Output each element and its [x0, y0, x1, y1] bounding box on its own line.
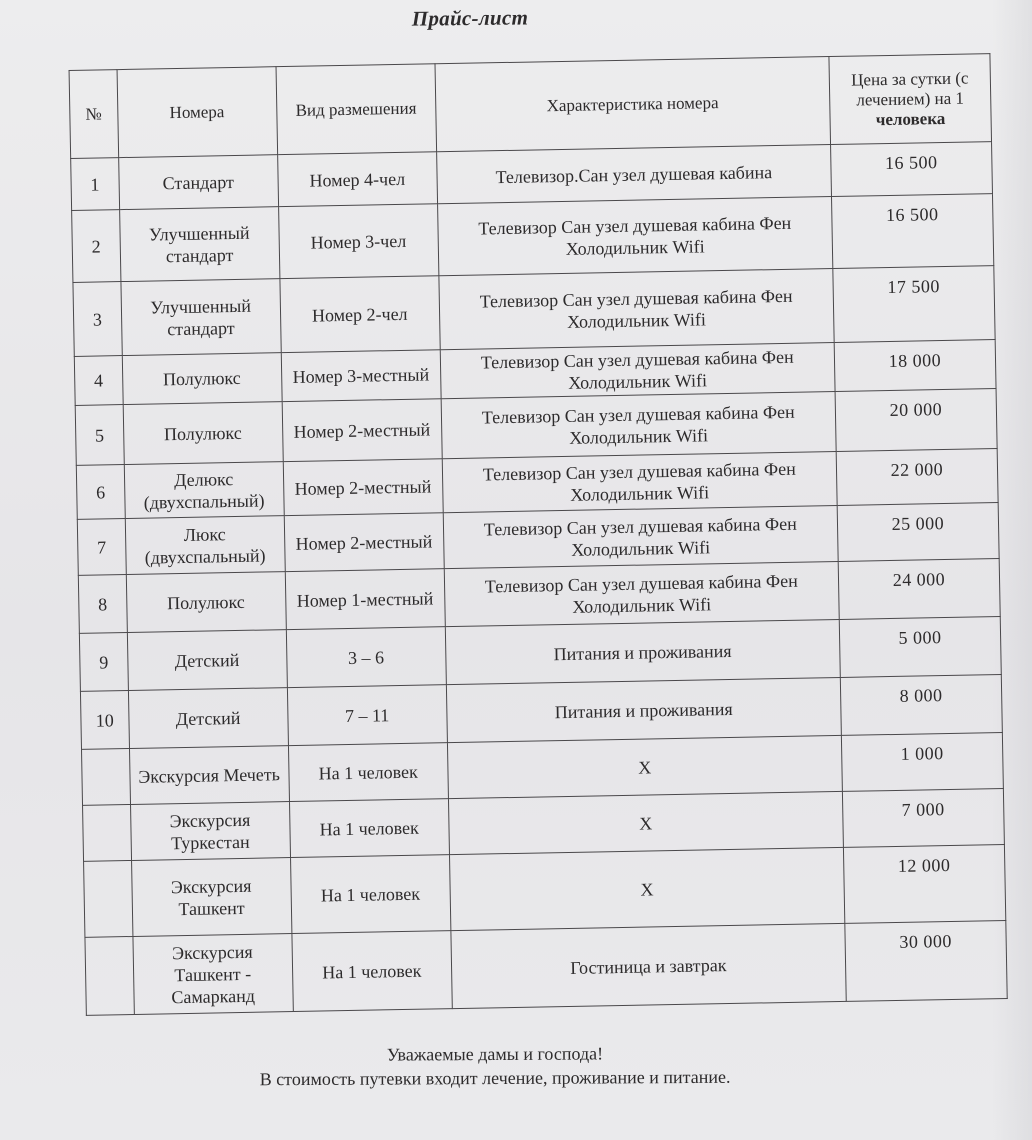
row-price: 5 000: [839, 617, 1001, 678]
row-price: 20 000: [835, 389, 997, 452]
row-price: 24 000: [838, 559, 1000, 620]
price-table-wrapper: [68, 23, 1018, 1016]
row-type: Номер 4-чел: [277, 152, 437, 207]
footer-included: В стоимость путевки входит лечение, проживание и питание.: [259, 1066, 731, 1090]
row-num: 9: [79, 633, 128, 692]
table-header-row: [69, 54, 991, 159]
price-table: [69, 53, 1008, 1016]
row-price: 7 000: [842, 788, 1004, 847]
row-price: 8 000: [840, 675, 1002, 736]
row-room: Экскурсия Мечеть: [129, 746, 289, 805]
row-description: Телевизор Сан узел душевая кабина Фен Холодильник Wifi: [443, 505, 838, 568]
row-room: Детский: [128, 688, 288, 749]
header-type: Вид размешения: [276, 64, 437, 155]
row-type: На 1 человек: [292, 931, 452, 1012]
row-room: Полулюкс: [126, 572, 286, 633]
footer-note: [0, 1039, 990, 1092]
row-description: Телевизор Сан узел душевая кабина Фен Холодильник Wifi: [442, 451, 837, 512]
row-room: Полулюкс: [123, 402, 283, 465]
row-type: Номер 2-местный: [283, 459, 443, 516]
row-type: Номер 1-местный: [285, 569, 445, 630]
row-description: Телевизор Сан узел душевая кабина Фен Холодильник Wifi: [441, 392, 836, 459]
row-num: 10: [80, 691, 129, 750]
row-description: Питания и проживания: [445, 619, 840, 684]
header-price: [829, 54, 992, 145]
row-num: 6: [76, 465, 125, 520]
header-price-text: Цена за сутки (с лечением) на 1: [850, 68, 969, 110]
row-num: 4: [74, 356, 122, 406]
row-type: На 1 человек: [289, 799, 449, 858]
row-room: Полулюкс: [122, 353, 282, 405]
row-price: 12 000: [843, 844, 1006, 923]
page-title: Прайс-лист: [411, 5, 529, 31]
price-table-body: [71, 142, 1008, 1016]
table-row: [85, 920, 1007, 1015]
header-num: №: [69, 70, 118, 159]
row-description: Телевизор Сан узел душевая кабина Фен Холодильник Wifi: [437, 197, 832, 276]
row-type: 3 – 6: [286, 627, 446, 688]
row-num: 3: [73, 282, 122, 357]
row-type: 7 – 11: [287, 685, 447, 746]
row-price: 18 000: [834, 340, 996, 392]
row-room: Стандарт: [118, 155, 278, 210]
row-type: Номер 3-чел: [278, 204, 438, 279]
row-num: [84, 860, 133, 937]
row-description: Телевизор Сан узел душевая кабина Фен Холодильник Wifi: [439, 269, 834, 350]
row-type: На 1 человек: [290, 855, 450, 934]
row-num: 2: [72, 210, 121, 283]
row-num: [82, 748, 131, 805]
row-num: 1: [71, 158, 120, 211]
row-description: Питания и проживания: [446, 677, 841, 742]
row-num: 7: [77, 519, 126, 576]
row-num: [83, 804, 132, 861]
row-description: Телевизор Сан узел душевая кабина Фен Холодильник Wifi: [440, 343, 835, 399]
header-description: Характеристика номера: [435, 57, 831, 152]
header-room: Номера: [117, 67, 278, 158]
row-description: Х: [449, 847, 844, 930]
row-description: Х: [447, 735, 842, 798]
row-price: 16 500: [830, 142, 992, 197]
row-room: Улучшенный стандарт: [119, 207, 279, 282]
row-room: Экскурсия Ташкент: [131, 858, 291, 937]
row-type: На 1 человек: [288, 743, 448, 802]
row-room: Делюкс (двухспальный): [124, 462, 284, 519]
row-description: Телевизор.Сан узел душевая кабина: [436, 145, 831, 204]
row-description: Х: [448, 791, 843, 854]
row-price: 16 500: [831, 194, 993, 269]
row-num: 5: [75, 405, 124, 466]
row-price: 30 000: [845, 920, 1008, 1001]
row-num: [85, 936, 134, 1015]
row-type: Номер 3-местный: [281, 350, 441, 402]
row-price: 25 000: [837, 503, 999, 562]
row-type: Номер 2-чел: [280, 276, 440, 353]
row-room: Экскурсия Ташкент - Самарканд: [133, 934, 293, 1015]
header-price-bold: человека: [875, 108, 946, 129]
row-room: Люкс (двухспальный): [125, 516, 285, 575]
row-description: Телевизор Сан узел душевая кабина Фен Холодильник Wifi: [444, 561, 839, 626]
row-price: 17 500: [833, 266, 995, 343]
row-description: Гостиница и завтрак: [451, 923, 846, 1008]
row-num: 8: [78, 575, 127, 634]
row-room: Экскурсия Туркестан: [130, 802, 290, 861]
row-price: 1 000: [841, 732, 1003, 791]
footer-greeting: Уважаемые дамы и господа!: [386, 1043, 604, 1065]
row-room: Детский: [127, 630, 287, 691]
row-room: Улучшенный стандарт: [121, 279, 281, 356]
row-type: Номер 2-местный: [282, 399, 442, 462]
row-price: 22 000: [836, 449, 998, 506]
row-type: Номер 2-местный: [284, 513, 444, 572]
